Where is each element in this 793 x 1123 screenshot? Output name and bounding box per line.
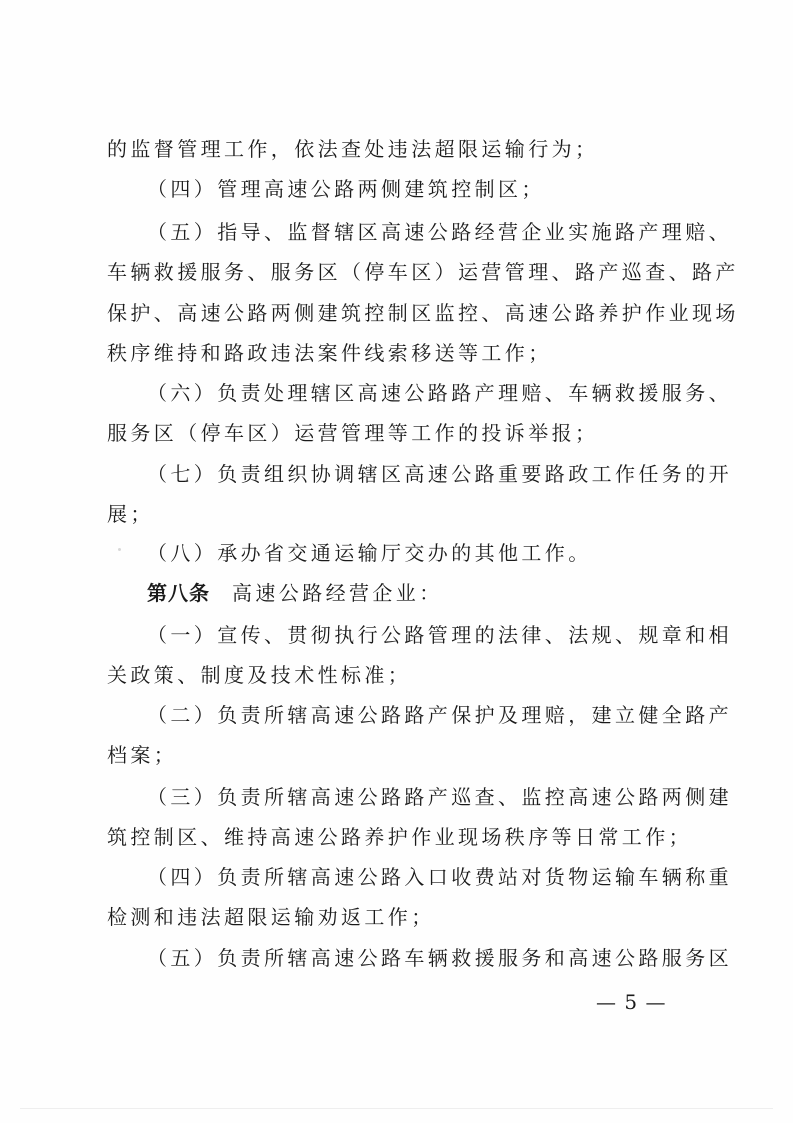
scan-speck — [118, 548, 121, 551]
text-line-14: 关政策、制度及技术性标准； — [107, 663, 412, 687]
text-line-9: （七）负责组织协调辖区高速公路重要路政工作任务的开 — [147, 462, 732, 486]
text-line-7: （六）负责处理辖区高速公路路产理赔、车辆救援服务、 — [147, 381, 732, 405]
scan-edge-line — [20, 1108, 773, 1109]
article-text: 高速公路经营企业： — [232, 581, 443, 605]
text-line-17: （三）负责所辖高速公路路产巡查、监控高速公路两侧建 — [147, 785, 732, 809]
text-line-19: （四）负责所辖高速公路入口收费站对货物运输车辆称重 — [147, 865, 732, 889]
text-line-6: 秩序维持和路政违法案件线索移送等工作； — [107, 341, 552, 365]
article-heading: 第八条 — [147, 581, 210, 605]
text-line-18: 筑控制区、维持高速公路养护作业现场秩序等日常工作； — [107, 825, 692, 849]
text-line-16: 档案； — [107, 743, 178, 767]
text-line-8: 服务区（停车区）运营管理等工作的投诉举报； — [107, 421, 599, 445]
text-line-5: 保护、高速公路两侧建筑控制区监控、高速公路养护作业现场 — [107, 301, 739, 325]
article-line — [147, 581, 443, 605]
text-line-2: （四）管理高速公路两侧建筑控制区； — [147, 177, 545, 201]
text-line-10: 展； — [107, 502, 154, 526]
text-line-21: （五）负责所辖高速公路车辆救援服务和高速公路服务区 — [147, 946, 732, 970]
text-line-4: 车辆救援服务、服务区（停车区）运营管理、路产巡查、路产 — [107, 260, 739, 284]
text-line-11: （八）承办省交通运输厅交办的其他工作。 — [147, 541, 592, 565]
text-line-13: （一）宣传、贯彻执行公路管理的法律、法规、规章和相 — [147, 623, 732, 647]
text-line-20: 检测和违法超限运输劝返工作； — [107, 905, 435, 929]
text-line-1: 的监督管理工作，依法查处违法超限运输行为； — [107, 137, 599, 161]
text-line-3: （五）指导、监督辖区高速公路经营企业实施路产理赔、 — [147, 220, 732, 244]
page-number: — 5 — — [596, 990, 667, 1014]
text-line-15: （二）负责所辖高速公路路产保护及理赔，建立健全路产 — [147, 703, 732, 727]
